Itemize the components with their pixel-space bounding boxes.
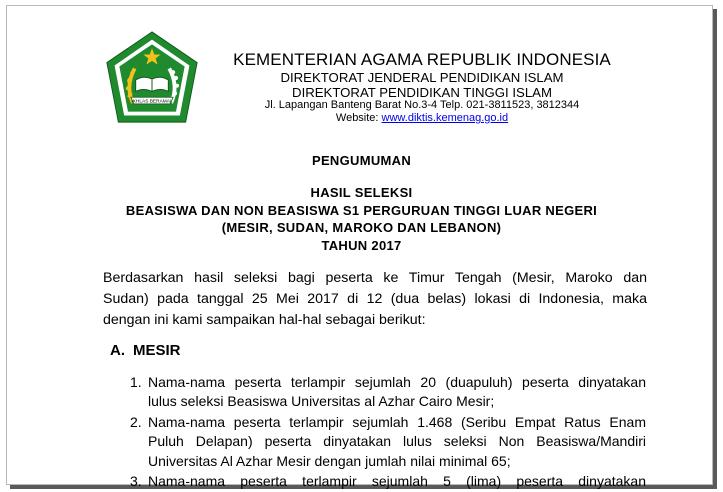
logo-motto: IKHLAS BERAMAL bbox=[131, 99, 173, 105]
ministry-name: KEMENTERIAN AGAMA REPUBLIK INDONESIA bbox=[233, 50, 611, 69]
intro-line-2: Sudan) pada tanggal 25 Mei 2017 di 12 (dua belas) lokasi di Indonesia, maka bbox=[103, 291, 647, 307]
title-line-2: BEASISWA DAN NON BEASISWA S1 PERGURUAN TINGGI LUAR NEGERI bbox=[125, 203, 598, 218]
section-label: MESIR bbox=[133, 342, 181, 359]
list-item bbox=[130, 373, 646, 412]
title-line-4: TAHUN 2017 bbox=[321, 238, 402, 253]
section-letter: A. bbox=[110, 342, 125, 359]
announcement-title: PENGUMUMAN bbox=[311, 153, 412, 168]
list-item-line: Nama-nama peserta terlampir sejumlah 5 (lima) peserta dinyatakan bbox=[148, 473, 646, 490]
directorate: DIREKTORAT PENDIDIKAN TINGGI ISLAM bbox=[292, 85, 552, 100]
intro-line-1: Berdasarkan hasil seleksi bagi peserta ke Timur Tengah (Mesir, Maroko dan bbox=[103, 270, 647, 286]
list-item-line: lulus seleksi Beasiswa Universitas al Azhar Cairo Mesir; bbox=[148, 393, 495, 410]
list-item-number: 1. bbox=[130, 374, 142, 390]
list-item-line: Puluh Delapan) peserta dinyatakan lulus seleksi Non Beasiswa/Mandiri bbox=[148, 433, 646, 450]
directorate-general: DIREKTORAT JENDERAL PENDIDIKAN ISLAM bbox=[280, 70, 564, 85]
list-item bbox=[130, 472, 646, 491]
website-line bbox=[212, 112, 632, 124]
title-line-1: HASIL SELEKSI bbox=[310, 185, 413, 200]
list-item bbox=[130, 413, 646, 471]
list-item-number: 3. bbox=[130, 473, 142, 490]
list-item-number: 2. bbox=[130, 413, 142, 430]
website-link[interactable]: www.diktis.kemenag.go.id bbox=[381, 112, 509, 124]
list-item-line: Nama-nama peserta terlampir sejumlah 1.468 (Seribu Empat Ratus Enam bbox=[148, 413, 646, 430]
website-label: Website: bbox=[335, 112, 379, 124]
list-item-line: Nama-nama peserta terlampir sejumlah 20 (duapuluh) peserta dinyatakan bbox=[148, 374, 646, 390]
intro-line-3: dengan ini kami sampaikan hal-hal sebagai berikut: bbox=[103, 312, 426, 328]
address: Jl. Lapangan Banteng Barat No.3-4 Telp. 021-3811523, 3812344 bbox=[264, 99, 580, 111]
kemenag-logo bbox=[104, 30, 200, 126]
title-line-3: (MESIR, SUDAN, MAROKO DAN LEBANON) bbox=[221, 220, 502, 235]
list-item-line: Universitas Al Azhar Mesir dengan jumlah nilai minimal 65; bbox=[148, 452, 511, 469]
intro-paragraph bbox=[103, 268, 647, 331]
section-heading bbox=[110, 342, 181, 359]
numbered-list bbox=[130, 373, 646, 492]
